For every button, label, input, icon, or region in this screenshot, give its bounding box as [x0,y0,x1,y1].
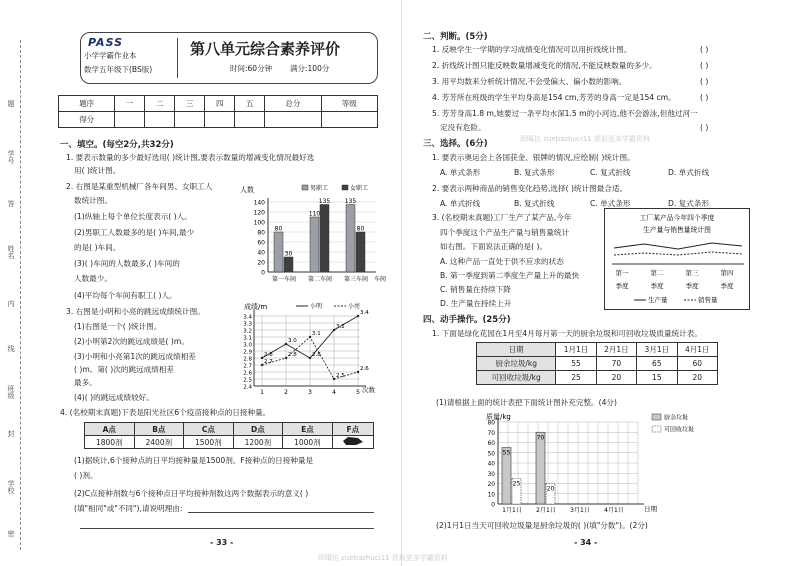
vaccine-header: C点 [184,423,234,436]
chart2-xtick: 2 [284,389,288,396]
side-label-xian: 线 [7,345,15,352]
score-blank[interactable] [265,112,321,128]
chart1-ytick: 60 [257,239,265,247]
section3-heading: 三、选择。(6分) [423,139,488,149]
chart3-legend-label: 销售量 [698,296,718,304]
chart2-ylabel: 成绩/m [244,303,268,311]
score-cell: 三 [175,96,205,112]
chart3-xtick-b: 季度 [615,282,629,290]
chart2-ytick: 3.2 [243,328,252,335]
chart3-title-1: 工厂某产品今年四个季度 [639,214,715,222]
s1-q3-3c: 最多。 [74,378,97,387]
chart1-ytick: 0 [261,269,265,277]
binding-line [20,40,21,550]
s1-q1-line2: 用( )统计图。 [74,166,121,175]
choice-q2: 2. 要表示两种商品的销售变化趋势,选择( )统计图最合适。 [432,184,628,193]
chart4-ytick: 20 [487,482,495,488]
vaccine-header: E点 [283,423,333,436]
chart1-xtick: 第三车间 [343,276,369,283]
vaccine-table [84,422,374,449]
chart2-ytick: 2.5 [243,377,252,384]
chart2-ytick: 2.9 [243,349,252,356]
vaccine-value: 1000剂 [283,436,333,449]
chart4-xtick: 2月1日 [536,507,556,514]
chart2-legend-label: 小亮 [348,303,361,310]
chart4-legend-label: 可回收垃圾 [664,426,695,434]
chart2-data-label: 3.1 [312,331,321,337]
vaccine-value: 1800剂 [85,436,135,449]
chart2-ytick: 3.4 [243,314,252,321]
chart1-bar [356,232,365,272]
score-row-label: 得分 [59,112,115,128]
chart1-data-label: 80 [356,225,365,233]
vaccine-value: 2400剂 [134,436,184,449]
chart4-ytick: 50 [487,451,495,458]
s1-q3-3a: (3)小明和小亮第1次的跳远成绩相差 [74,352,196,361]
garbage-row-recycle [477,371,718,385]
score-info: 满分:100分 [290,64,330,73]
chart1-bar [310,217,319,272]
choice-option[interactable]: B. 复式折线 [514,199,555,208]
chart2-data-label: 2.8 [312,352,321,358]
chart-longjump-line [236,300,380,406]
side-label-feng: 封 [7,430,15,437]
s1-q4-1a: (1)据统计,6个接种点的日平均接种量是1500剂。F接种点的日接种量是 [74,456,314,465]
chart3-xtick-b: 季度 [650,282,664,290]
chart1-ytick: 40 [257,249,265,257]
chart2-data-label: 3.0 [288,338,297,344]
operate-sub1: (1)请根据上面的统计表把下面统计图补充完整。(4分) [436,398,617,407]
score-blank[interactable] [235,112,265,128]
section2-heading: 二、判断。(5分) [423,32,488,42]
score-blank[interactable] [321,112,377,128]
s1-q2-3b: 人数最少。 [74,274,112,283]
s1-q2-line2: 数统计图。 [74,196,112,205]
s1-q3-1: (1)右图是一个( )统计图。 [74,322,162,331]
garbage-cell: 15 [637,371,677,385]
chart2-point [333,329,335,331]
score-cell: 一 [115,96,145,112]
garbage-header-row [477,343,718,357]
side-label-xuexiao: 学校 [7,480,15,494]
judge-paren[interactable]: ( ) [700,61,709,70]
chart2-xtick: 4 [332,389,336,396]
chart4-xlabel: 日期 [644,505,657,513]
s1-q2-2b: 的是( )车间。 [74,243,121,252]
chart2-data-label: 3.2 [336,324,345,330]
chart3-xtick-a: 第二 [650,269,664,277]
garbage-header: 1月1日 [556,343,596,357]
chart2-data-label: 3.4 [360,310,369,316]
chart4-ytick: 80 [487,420,495,427]
chart1-bar [274,232,283,272]
garbage-cell: 70 [596,357,636,371]
chart2-data-label: 2.7 [264,359,273,365]
garbage-cell: 60 [677,357,717,371]
series-name: 小学学霸作业本 [84,51,137,60]
side-label-da: 答 [7,200,15,207]
chart4-ytick: 60 [487,441,495,447]
watermark: 即噶伍 zuebazhuci11 获取更多学霸资料 [520,135,650,143]
header-divider [177,38,178,78]
chart2-point [357,315,359,317]
chart3-title-2: 生产量与销售量统计图 [643,226,711,234]
vaccine-value-row [85,436,374,449]
vaccine-header-row [85,423,374,436]
chart2-ytick: 2.6 [243,370,252,377]
chart3-xtick-b: 季度 [685,282,699,290]
vaccine-value: 1200剂 [233,436,283,449]
chart2-point [261,364,263,366]
score-blank[interactable] [205,112,235,128]
s1-q4-1b: ( )剂。 [74,471,98,480]
judge-paren[interactable]: ( ) [700,45,709,54]
s1-q3-line1: 3. 右图是小明和小亮的跳远成绩统计图。 [66,307,205,316]
score-cell: 总分 [265,96,321,112]
chart1-bar [320,205,329,273]
operate-sub2: (2)1月1日当天可回收垃圾量是厨余垃圾的( )(填"分数")。(2分) [436,521,648,530]
score-blank[interactable] [115,112,145,128]
side-label-xingming: 姓名 [7,245,15,259]
answer-line[interactable] [188,512,374,513]
garbage-row-kitchen [477,357,718,371]
judge-item: 5. 芳芳身高1.8 m,她要过一条平均水深1.5 m的小河边,他不会游泳,但他过河一 [432,109,698,118]
choice-option[interactable]: A. 单式折线 [440,199,481,208]
chart-workshop-bar [236,180,387,292]
chart3-xtick-a: 第四 [720,269,734,277]
chart4-ytick: 70 [487,430,495,437]
chart3-xtick-b: 季度 [720,282,734,290]
s1-q4-2a: (2)C点接种剂数与6个接种点日平均接种剂数这两个数据表示的意义( ) [74,489,309,498]
s1-q2-4: (4)平均每个车间有职工( )人。 [74,291,177,300]
garbage-cell: 25 [556,371,596,385]
chart1-bar [346,205,355,273]
chart1-legend-swatch [302,185,308,190]
s1-q3-2: (2)小明第2次的跳远成绩是( )m。 [74,337,189,346]
chart2-point [357,371,359,373]
choice-option[interactable]: B. 复式条形 [514,168,555,177]
chart2-data-label: 2.5 [336,373,345,379]
chart2-point [309,357,311,359]
garbage-header: 2月1日 [596,343,636,357]
choice-option[interactable]: C. 销售量在持续下降 [440,285,511,294]
judge-item: 1. 反映学生一学期的学习成绩变化情况可以用折线统计图。 [432,45,632,54]
chart3-legend-label: 生产量 [648,296,668,304]
chart2-ytick: 3.1 [243,335,252,342]
s1-q4-line1: 4. (名校期末真题)下表是阳光社区6个疫苗接种点的日接种量。 [60,408,271,417]
time-info: 时间:60分钟 [230,64,273,73]
chart3-xtick-a: 第三 [685,269,699,277]
vaccine-header: A点 [85,423,135,436]
judge-item: 4. 芳芳所在班级的学生平均身高是154 cm,芳芳的身高一定是154 cm。 [432,93,676,102]
section4-heading: 四、动手操作。(25分) [423,315,511,325]
brand-logo: PASS [88,36,124,49]
chart2-xtick: 1 [260,389,264,396]
garbage-row-label: 厨余垃圾/kg [477,357,556,371]
chart2-ytick: 2.4 [243,384,252,391]
chart4-data-label: 55 [502,449,511,457]
vaccine-value: 1500剂 [184,436,234,449]
choice-q3-line3: 如右图。下面说法正确的是( )。 [440,242,548,251]
s1-q1-line1: 1. 要表示数量的多少最好选用( )统计图,要表示数量的增减变化情况最好选 [66,153,315,162]
chart4-xtick: 4月1日 [604,507,624,514]
s1-q2-1: (1)纵轴上每个单位长度表示( )人。 [74,212,192,221]
choice-option[interactable]: B. 第一季度到第二季度生产量上升的最快 [440,271,580,280]
chart4-bar [536,432,545,504]
chart1-legend-label: 男职工 [310,185,329,192]
choice-q3-line2: 四个季度这个产品生产量与销售量统计 [440,228,570,237]
choice-option[interactable]: C. 复式折线 [590,168,631,177]
chart4-ylabel: 质量/kg [486,413,511,421]
garbage-cell: 55 [556,357,596,371]
garbage-row-label: 可回收垃圾/kg [477,371,556,385]
chart4-ytick: 0 [491,502,495,509]
chart4-ytick: 10 [487,492,495,499]
chart1-xtick: 第二车间 [307,276,333,283]
chart1-legend-label: 女职工 [350,185,369,192]
garbage-header: 3月1日 [637,343,677,357]
chart1-xtick: 第一车间 [271,276,297,283]
score-cell: 五 [235,96,265,112]
side-label-ti: 题 [7,100,15,107]
chart1-bar [284,257,293,272]
chart1-ytick: 80 [257,229,265,237]
chart4-xtick: 1月1日 [502,507,522,514]
chart1-ylabel: 人数 [240,186,254,194]
score-cell: 题序 [59,96,115,112]
vaccine-header: D点 [233,423,283,436]
chart1-data-label: 80 [274,225,283,233]
chart1-legend-swatch [342,185,348,190]
choice-option[interactable]: D. 单式折线 [668,168,710,177]
section1-heading: 一、填空。(每空2分,共32分) [60,140,174,150]
chart2-legend-label: 小明 [310,303,323,310]
score-cell: 四 [205,96,235,112]
choice-option[interactable]: D. 复式条形 [668,199,710,208]
chart2-point [285,357,287,359]
chart1-data-label: 110 [308,210,321,218]
choice-q3-line1: 3. (名校期末真题)工厂生产了某产品,今年 [432,213,572,222]
chart1-data-label: 135 [344,198,357,205]
watermark-bottom: 即噶伍 zuebazhuci11 获取更多学霸资料 [318,554,448,562]
chart2-ytick: 2.7 [243,363,252,370]
chart4-legend-swatch [652,426,661,432]
score-blank[interactable] [175,112,205,128]
s1-q2-2a: (2)男职工人数最多的是( )车间,最少 [74,228,195,237]
s1-q2-3a: (3)( )车间的人数最多,( )车间的 [74,259,180,268]
chart2-data-label: 2.8 [288,352,297,358]
chart3-xtick-a: 第一 [615,269,629,277]
chart2-point [285,343,287,345]
garbage-cell: 20 [596,371,636,385]
s1-q3-4: (4)( )的跳远成绩较好。 [74,393,154,402]
chart1-ytick: 20 [257,259,265,267]
choice-option[interactable]: C. 单式条形 [590,199,631,208]
judge-paren[interactable]: ( ) [700,93,709,102]
chart2-data-label: 2.6 [360,366,369,372]
chart-garbage-bar [476,410,716,518]
page-title: 第八单元综合素养评价 [190,40,341,58]
chart4-xtick: 3月1日 [570,507,590,514]
garbage-cell: 20 [677,371,717,385]
page-number-right: - 34 - [574,538,598,547]
chart2-data-label: 2.8 [264,352,273,358]
judge-item: 3. 用平均数来分析统计情况,不会受偏大、偏小数的影响。 [432,77,627,86]
chart1-ytick: 140 [253,199,265,207]
chart2-point [309,336,311,338]
ink-blot-icon [342,436,364,446]
garbage-header: 4月1日 [677,343,717,357]
choice-option[interactable]: A. 单式条形 [440,168,481,177]
garbage-header: 日期 [477,343,556,357]
chart1-ytick: 120 [253,209,265,217]
judge-item: 2. 折线统计图只能反映数量增减变化的情况,不能反映数量的多少。 [432,61,657,70]
chart2-xlabel: 次数 [362,386,375,394]
side-label-nei: 内 [7,300,15,307]
chart4-data-label: 70 [536,434,545,442]
answer-line[interactable] [80,528,374,529]
choice-option[interactable]: D. 生产量在持续上升 [440,299,512,308]
s1-q2-line1: 2. 右图是某重型机械厂各车间男、女职工人 [66,182,213,191]
operate-q1: 1. 下面是绿化花园在1月至4月每月第一天的厨余垃圾和可回收垃圾质量统计表。 [432,329,702,338]
s1-q4-2b: (填"相同"或"不同"),请说明理由: [74,504,183,513]
chart2-ytick: 3.0 [243,342,252,349]
chart2-point [333,378,335,380]
chart4-legend-swatch [652,414,661,420]
judge-paren[interactable]: ( ) [700,123,709,132]
side-label-xuehao: 学号 [7,150,15,164]
chart1-ytick: 100 [253,219,265,227]
vaccine-value-hidden [332,436,373,449]
judge-item-cont: 定没有危险。 [440,123,486,132]
judge-paren[interactable]: ( ) [700,77,709,86]
chart4-data-label: 25 [512,480,521,488]
chart4-data-label: 20 [546,485,555,493]
page-number-left: - 33 - [210,538,234,547]
choice-option[interactable]: A. 这种产品一直处于供不应求的状态 [440,257,564,266]
score-cell: 二 [145,96,175,112]
garbage-table [476,342,718,385]
vaccine-header: B点 [134,423,184,436]
chart1-data-label: 30 [284,250,293,258]
chart2-xtick: 5 [356,389,360,396]
choice-q1: 1. 要表示奥运会上各国获金、银牌的情况,应绘制( )统计图。 [432,153,635,162]
chart2-xtick: 3 [308,389,312,396]
chart4-ytick: 30 [487,471,495,478]
chart1-xlabel: 车间 [374,276,387,283]
score-table-header-row [59,96,378,112]
score-cell: 等级 [321,96,377,112]
chart1-data-label: 135 [318,198,331,205]
chart2-point [261,357,263,359]
s1-q3-3b: ( )m。第( )次的跳远成绩相差 [74,365,175,374]
garbage-cell: 65 [637,357,677,371]
score-blank[interactable] [145,112,175,128]
chart2-ytick: 2.8 [243,356,252,363]
side-label-banji: 班级 [7,385,15,399]
vaccine-header: F点 [332,423,373,436]
chart4-legend-label: 厨余垃圾 [664,414,689,422]
side-label-mi: 密 [7,530,15,537]
page-gutter [401,0,402,566]
chart-factory-line [604,208,750,310]
score-table [58,95,378,128]
chart4-ytick: 40 [487,461,495,468]
grade-label: 数学五年级下(BS版) [84,65,153,74]
chart2-ytick: 3.3 [243,321,252,328]
score-table-blank-row [59,112,378,128]
